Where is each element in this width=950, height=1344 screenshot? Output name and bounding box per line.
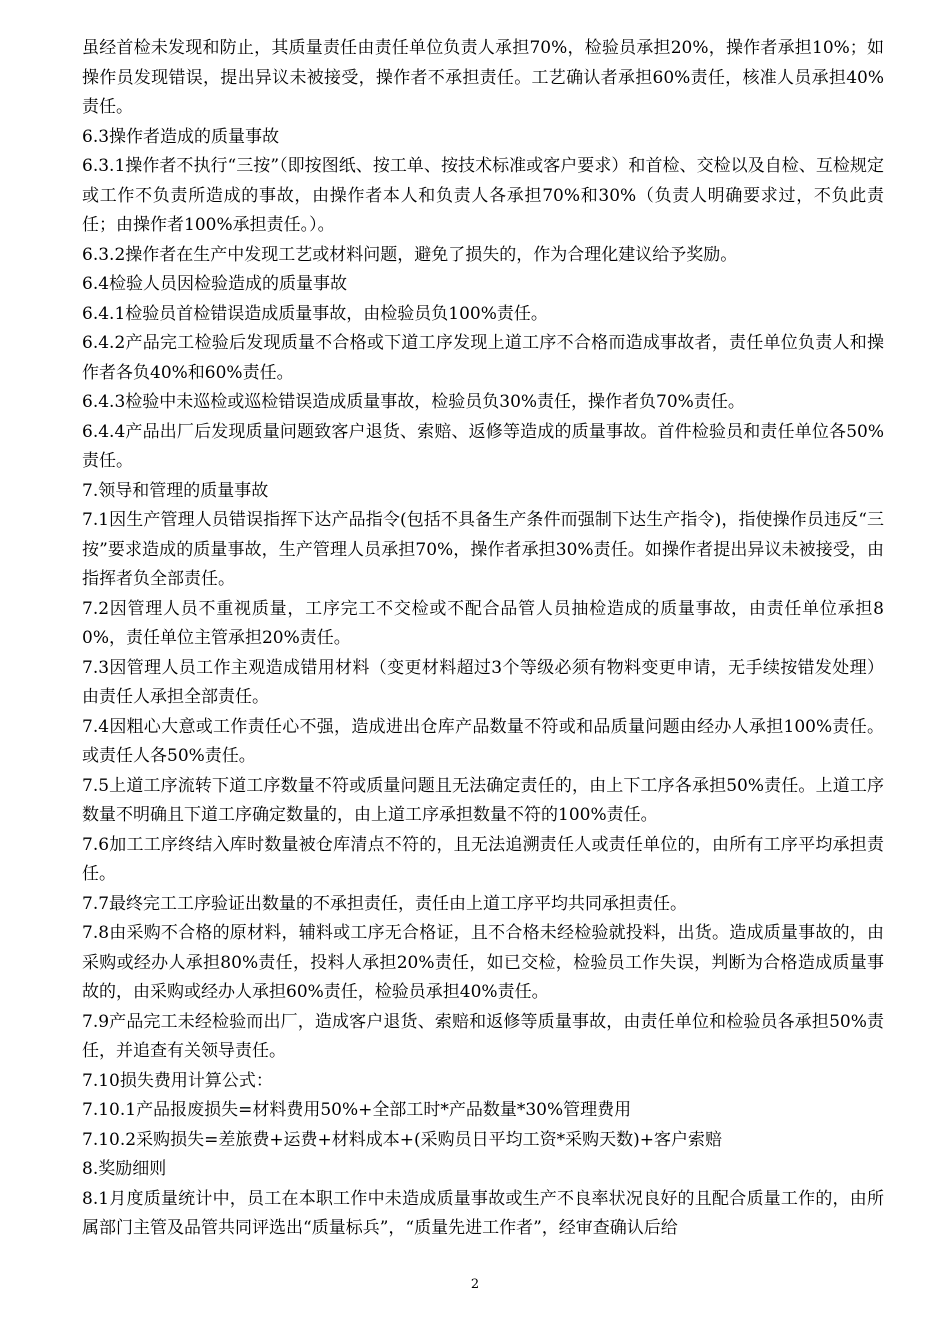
clause-6-3-2: 6.3.2操作者在生产中发现工艺或材料问题，避免了损失的，作为合理化建议给予奖励。 bbox=[82, 244, 738, 265]
clause-6-4-3: 6.4.3检验中未巡检或巡检错误造成质量事故，检验员负30%责任，操作者负70%责任。 bbox=[82, 392, 745, 412]
clause-7-7: 7.7最终完工工序验证出数量的不承担责任，责任由上道工序平均共同承担责任。 bbox=[82, 893, 688, 914]
heading-7-10: 7.10损失费用计算公式： bbox=[82, 1070, 273, 1091]
heading-6-4: 6.4检验人员因检验造成的质量事故 bbox=[82, 274, 348, 294]
page-number: 2 bbox=[470, 1277, 480, 1292]
document-body bbox=[82, 34, 884, 1244]
heading-7: 7.领导和管理的质量事故 bbox=[82, 480, 269, 501]
paragraph-continuation-6-2: 虽经首检未发现和防止，其质量责任由责任单位负责人承担70%，检验员承担20%，操作者承担10%；如操作员发现错误，提出异议未被接受，操作者不承担责任。工艺确认者承担60%责任，核准人员承担40%责任。 bbox=[82, 38, 884, 117]
formula-7-10-1: 7.10.1产品报废损失=材料费用50%+全部工时*产品数量*30%管理费用 bbox=[82, 1100, 632, 1120]
clause-6-3-1: 6.3.1操作者不执行“三按”（即按图纸、按工单、按技术标准或客户要求）和首检、交检以及自检、互检规定或工作不负责所造成的事故，由操作者本人和负责人各承担70%和30%（负责人明确要求过，不负此责任；由操作者100%承担责任。）。 bbox=[82, 156, 884, 235]
clause-6-4-4: 6.4.4产品出厂后发现质量问题致客户退货、索赔、返修等造成的质量事故。首件检验员和责任单位各50%责任。 bbox=[82, 421, 884, 471]
clause-7-9: 7.9产品完工未经检验而出厂，造成客户退货、索赔和返修等质量事故，由责任单位和检验员各承担50%责任，并追查有关领导责任。 bbox=[82, 1011, 884, 1061]
clause-7-6: 7.6加工工序终结入库时数量被仓库清点不符的，且无法追溯责任人或责任单位的，由所有工序平均承担责任。 bbox=[82, 834, 884, 884]
clause-7-8: 7.8由采购不合格的原材料，辅料或工序无合格证，且不合格未经检验就投料，出货。造成质量事故的，由采购或经办人承担80%责任，投料人承担20%责任，如已交检，检验员工作失误，判断为合格造成质量事故的，由采购或经办人承担60%责任，检验员承担40%责任。 bbox=[82, 923, 884, 1002]
clause-7-1: 7.1因生产管理人员错误指挥下达产品指令(包括不具备生产条件而强制下达生产指令)，指使操作员违反“三按”要求造成的质量事故，生产管理人员承担70%，操作者承担30%责任。如操作者提出异议未被接受，由指挥者负全部责任。 bbox=[82, 510, 884, 589]
clause-7-2: 7.2因管理人员不重视质量，工序完工不交检或不配合品管人员抽检造成的质量事故，由责任单位承担80%，责任单位主管承担20%责任。 bbox=[82, 598, 884, 648]
heading-8: 8.奖励细则 bbox=[82, 1159, 167, 1179]
clause-7-3: 7.3因管理人员工作主观造成错用材料（变更材料超过3个等级必须有物料变更申请，无手续按错发处理）由责任人承担全部责任。 bbox=[82, 657, 884, 707]
clause-8-1: 8.1月度质量统计中，员工在本职工作中未造成质量事故或生产不良率状况良好的且配合质量工作的，由所属部门主管及品管共同评选出“质量标兵”，“质量先进工作者”，经审查确认后给 bbox=[82, 1188, 884, 1238]
heading-6-3: 6.3操作者造成的质量事故 bbox=[82, 126, 280, 147]
clause-6-4-2: 6.4.2产品完工检验后发现质量不合格或下道工序发现上道工序不合格而造成事故者，责任单位负责人和操作者各负40%和60%责任。 bbox=[82, 333, 884, 383]
clause-6-4-1: 6.4.1检验员首检错误造成质量事故，由检验员负100%责任。 bbox=[82, 303, 548, 324]
formula-7-10-2: 7.10.2采购损失=差旅费+运费+材料成本+(采购员日平均工资*采购天数)+客户索赔 bbox=[82, 1129, 723, 1150]
clause-7-4: 7.4因粗心大意或工作责任心不强，造成进出仓库产品数量不符或和品质量问题由经办人承担100%责任。或责任人各50%责任。 bbox=[82, 716, 884, 766]
clause-7-5: 7.5上道工序流转下道工序数量不符或质量问题且无法确定责任的，由上下工序各承担50%责任。上道工序数量不明确且下道工序确定数量的，由上道工序承担数量不符的100%责任。 bbox=[82, 775, 884, 825]
